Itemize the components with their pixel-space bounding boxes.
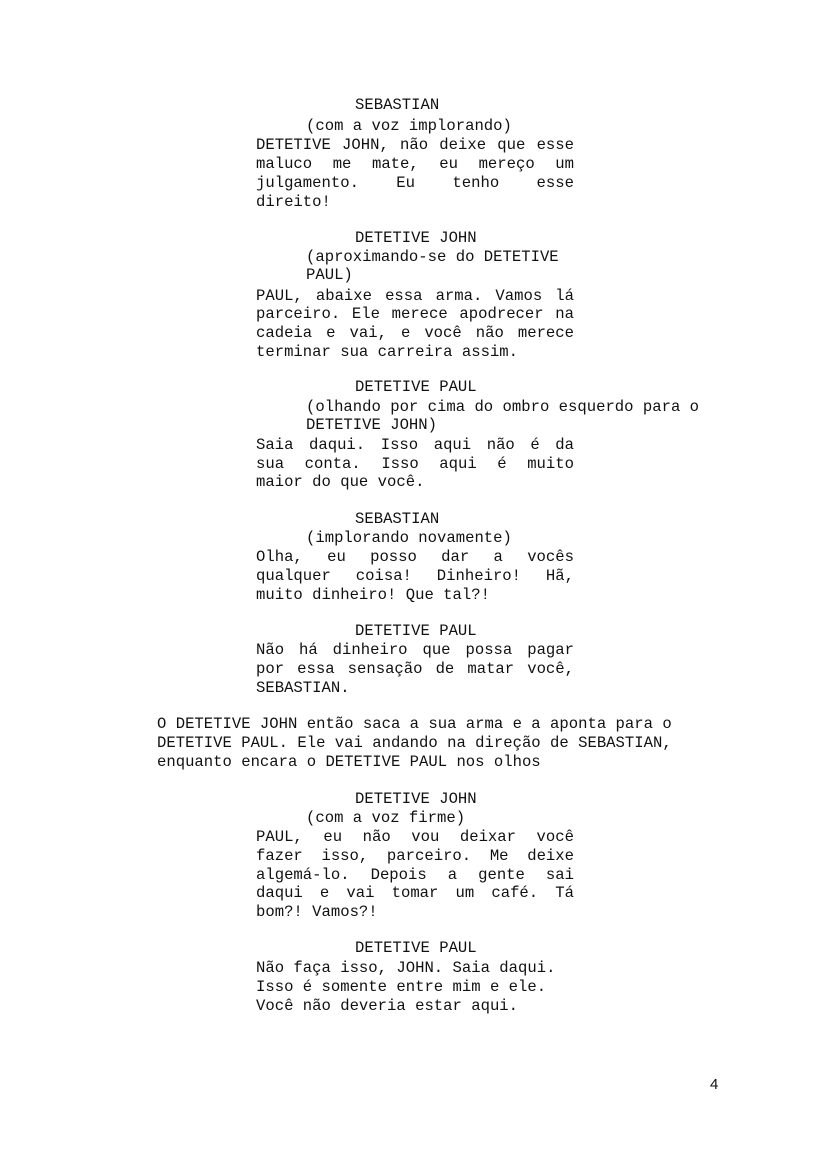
parenthetical: (olhando por cima do ombro esquerdo para o: [306, 398, 700, 416]
dialogue-line: sua conta. Isso aqui é muito: [256, 455, 574, 473]
dialogue-line: PAUL, eu não vou deixar você: [256, 828, 574, 846]
dialogue-line: Saia daqui. Isso aqui não é da: [256, 436, 574, 454]
parenthetical: (com a voz implorando): [306, 117, 512, 135]
dialogue-line: direito!: [256, 193, 331, 211]
action-line: enquanto encara o DETETIVE PAUL nos olhos: [157, 753, 541, 771]
dialogue-line: Não há dinheiro que possa pagar: [256, 641, 574, 659]
dialogue-line: muito dinheiro! Que tal?!: [256, 586, 490, 604]
character-name: DETETIVE JOHN: [355, 229, 477, 247]
dialogue-line: Isso é somente entre mim e ele.: [256, 978, 547, 996]
dialogue-line: Você não deveria estar aqui.: [256, 997, 519, 1015]
dialogue-line: daqui e vai tomar um café. Tá: [256, 884, 574, 902]
dialogue-line: bom?! Vamos?!: [256, 903, 378, 921]
dialogue-line: julgamento. Eu tenho esse: [256, 174, 574, 192]
character-name: SEBASTIAN: [355, 510, 440, 528]
page-number: 4: [710, 1076, 719, 1093]
parenthetical: PAUL): [306, 266, 353, 284]
character-name: DETETIVE PAUL: [355, 622, 477, 640]
character-name: DETETIVE JOHN: [355, 790, 477, 808]
parenthetical: (com a voz firme): [306, 809, 466, 827]
action-line: O DETETIVE JOHN então saca a sua arma e a aponta para o: [157, 715, 672, 733]
character-name: DETETIVE PAUL: [355, 378, 477, 396]
dialogue-line: terminar sua carreira assim.: [256, 343, 519, 361]
dialogue-line: SEBASTIAN.: [256, 679, 350, 697]
dialogue-line: DETETIVE JOHN, não deixe que esse: [256, 136, 574, 154]
dialogue-line: cadeia e vai, e você não merece: [256, 324, 574, 342]
dialogue-line: maluco me mate, eu mereço um: [256, 155, 574, 173]
character-name: SEBASTIAN: [355, 96, 440, 114]
dialogue-line: PAUL, abaixe essa arma. Vamos lá: [256, 287, 574, 305]
parenthetical: DETETIVE JOHN): [306, 416, 438, 434]
character-name: DETETIVE PAUL: [355, 939, 477, 957]
dialogue-line: algemá-lo. Depois a gente sai: [256, 866, 574, 884]
dialogue-line: por essa sensação de matar você,: [256, 660, 574, 678]
parenthetical: (implorando novamente): [306, 529, 512, 547]
parenthetical: (aproximando-se do DETETIVE: [306, 248, 559, 266]
dialogue-line: Não faça isso, JOHN. Saia daqui.: [256, 959, 556, 977]
dialogue-line: maior do que você.: [256, 473, 425, 491]
dialogue-line: parceiro. Ele merece apodrecer na: [256, 305, 574, 323]
action-line: DETETIVE PAUL. Ele vai andando na direção de SEBASTIAN,: [157, 734, 672, 752]
dialogue-line: qualquer coisa! Dinheiro! Hã,: [256, 567, 574, 585]
dialogue-line: fazer isso, parceiro. Me deixe: [256, 847, 574, 865]
dialogue-line: Olha, eu posso dar a vocês: [256, 548, 574, 566]
